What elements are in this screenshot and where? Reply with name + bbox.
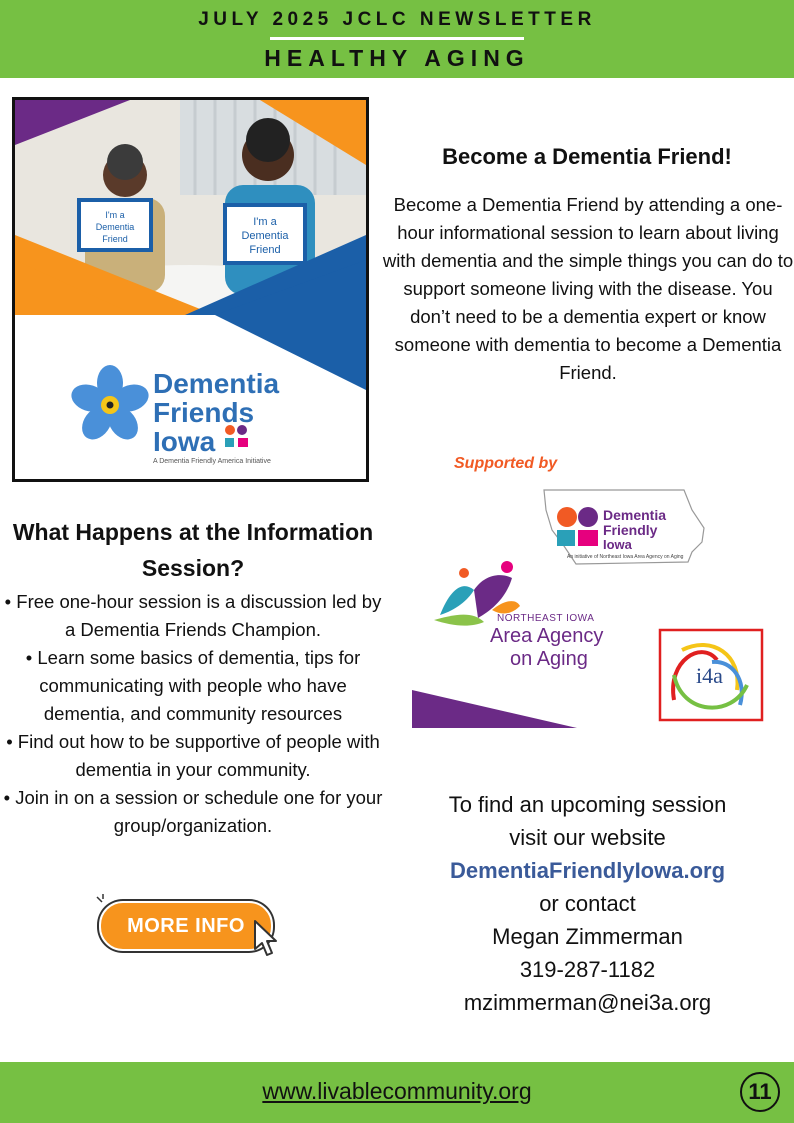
dfi-line2: Friendly	[603, 522, 658, 538]
svg-text:Dementia: Dementia	[95, 222, 135, 232]
page-number-badge: 11	[740, 1072, 780, 1112]
info-session-heading: What Happens at the Information Session?	[12, 519, 374, 581]
svg-text:Dementia: Dementia	[241, 230, 289, 242]
friend-heading: Become a Dementia Friend!	[442, 144, 732, 169]
i4a-text: i4a	[696, 663, 723, 688]
supported-by-label: Supported by	[454, 455, 558, 472]
svg-text:I'm a: I'm a	[253, 216, 277, 228]
more-info-area	[93, 893, 293, 963]
contact-email[interactable]: mzimmerman@nei3a.org	[463, 990, 712, 1015]
list-item: • Find out how to be supportive of people with dementia in your community.	[6, 731, 380, 780]
list-item: • Free one-hour session is a discussion led by a Dementia Friends Champion.	[4, 591, 382, 640]
cursor-pointer-icon	[243, 913, 303, 973]
contact-line3: or contact	[539, 891, 636, 916]
sparkle-icon	[93, 893, 113, 913]
dfi-line1: Dementia	[603, 507, 667, 523]
logo-text-friends: Friends	[153, 397, 255, 428]
contact-phone: 319-287-1182	[519, 957, 656, 982]
contact-name: Megan Zimmerman	[492, 924, 683, 949]
aaa-line3: on Aging	[510, 648, 588, 670]
aaa-line1: NORTHEAST IOWA	[497, 613, 595, 624]
header-divider	[270, 37, 524, 40]
section-title: HEALTHY AGING	[264, 45, 530, 71]
newsletter-header	[0, 0, 794, 78]
list-item: • Learn some basics of dementia, tips for communicating with people who have dementia, and community resources	[25, 647, 361, 724]
more-info-button[interactable]: MORE INFO	[99, 901, 273, 951]
svg-text:Friend: Friend	[249, 244, 281, 256]
dfi-note: An initiative of Northeast Iowa Area Agency on Aging	[567, 554, 684, 560]
newsletter-title: JULY 2025 JCLC NEWSLETTER	[198, 9, 596, 30]
contact-info	[400, 788, 775, 1019]
page-footer	[0, 1062, 794, 1123]
list-item: • Join in on a session or schedule one for your group/organization.	[3, 787, 383, 836]
dfi-line3: Iowa	[603, 537, 632, 552]
logo-text-dementia: Dementia	[153, 368, 280, 399]
friend-description: Become a Dementia Friend by attending a one-hour informational session to learn about living with dementia and the simple things you can do to support someone living with the disease. You don’t need to be a dementia expert or know someone with dementia to become a Dementia Friend.	[382, 194, 794, 383]
footer-website-link[interactable]: www.livablecommunity.org	[262, 1078, 532, 1104]
svg-text:I'm a: I'm a	[105, 210, 125, 220]
aaa-line2: Area Agency	[490, 625, 604, 647]
logo-tagline: A Dementia Friendly America Initiative	[153, 458, 271, 465]
svg-text:Friend: Friend	[102, 234, 128, 244]
contact-line1: To find an upcoming session	[448, 792, 727, 817]
supporters-section	[412, 450, 784, 730]
supporter-logos	[412, 450, 784, 730]
website-link[interactable]: DementiaFriendlyIowa.org	[449, 858, 726, 883]
info-session-list	[0, 588, 386, 840]
contact-line2: visit our website	[509, 825, 666, 850]
dementia-friends-photo	[12, 97, 369, 482]
logo-text-iowa: Iowa	[153, 426, 216, 457]
